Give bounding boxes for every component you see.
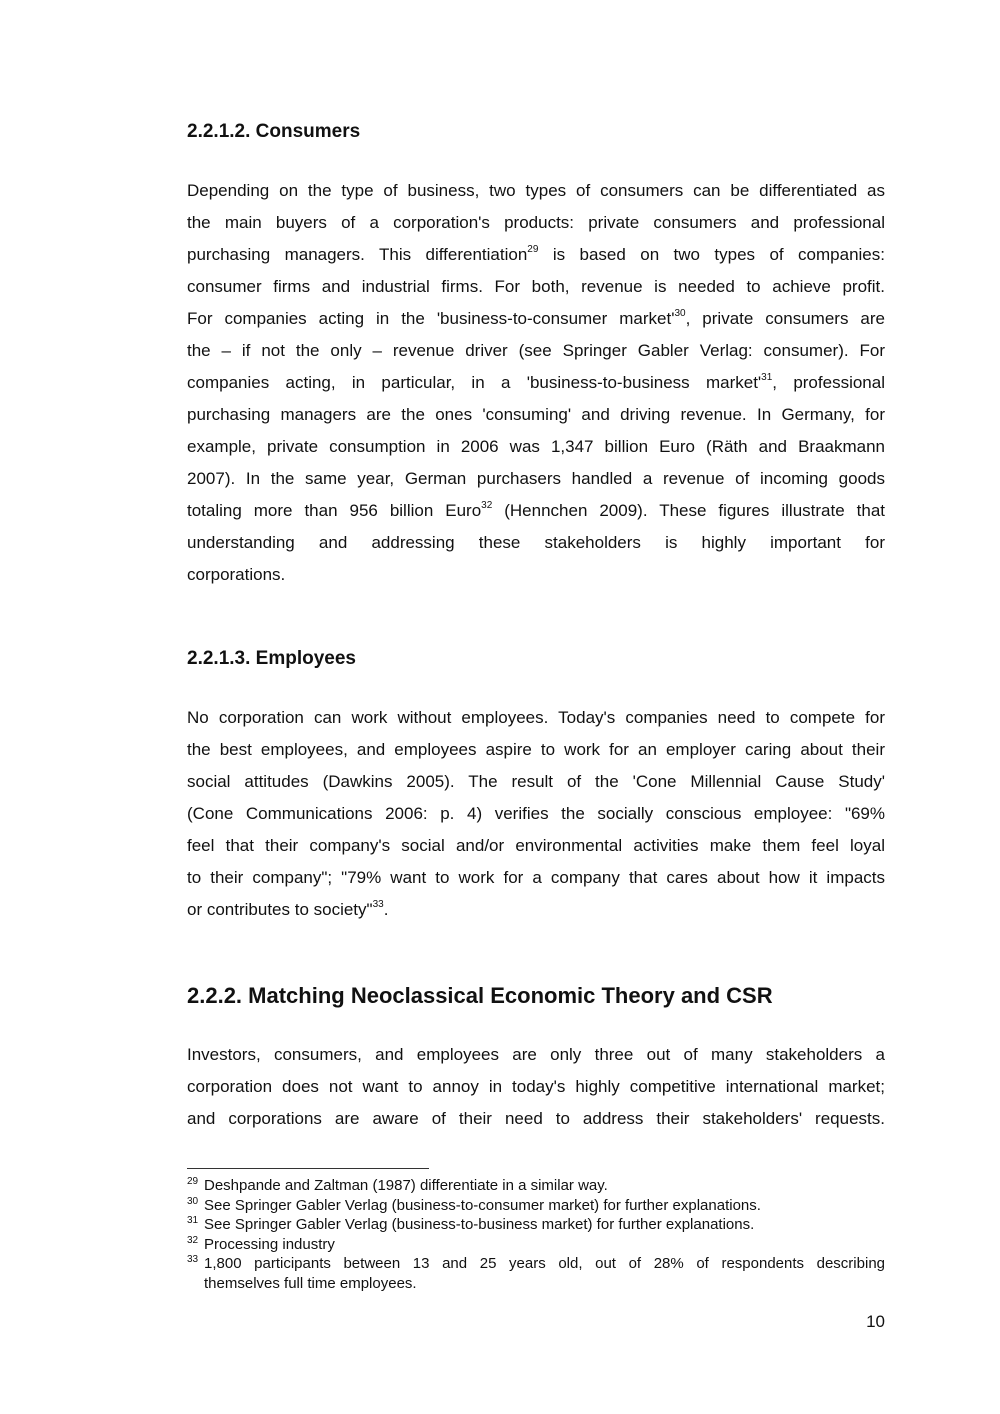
text-segment: , private consumers are xyxy=(685,309,885,328)
text-line: No corporation can work without employees. Today's companies need to compete for xyxy=(187,708,885,727)
text-line xyxy=(187,894,885,926)
text-line: understanding and addressing these stakeholders is highly important for xyxy=(187,533,885,552)
text-line: corporations. xyxy=(187,565,286,584)
text-segment: companies acting, in particular, in a 'business-to-business market' xyxy=(187,373,762,392)
text-line: the main buyers of a corporation's products: private consumers and professional xyxy=(187,213,885,232)
text-line xyxy=(187,303,885,335)
footnote-text: 1,800 participants between 13 and 25 years old, out of 28% of respondents describing xyxy=(204,1255,885,1272)
text-line xyxy=(187,367,885,399)
text-line: the – if not the only – revenue driver (see Springer Gabler Verlag: consumer). For xyxy=(187,341,885,360)
text-line: the best employees, and employees aspire to work for an employer caring about their xyxy=(187,740,885,759)
footnote-ref-30: 30 xyxy=(674,308,686,319)
footnote-separator xyxy=(187,1168,429,1169)
text-line: purchasing managers are the ones 'consuming' and driving revenue. In Germany, for xyxy=(187,405,885,424)
footnote-text-continued: themselves full time employees. xyxy=(204,1274,417,1292)
footnote-33 xyxy=(187,1254,885,1293)
paragraph-consumers xyxy=(187,175,885,591)
footnote-text: See Springer Gabler Verlag (business-to-consumer market) for further explanations. xyxy=(204,1196,761,1214)
footnote-ref-33: 33 xyxy=(372,899,384,910)
heading-consumers: 2.2.1.2. Consumers xyxy=(187,121,361,142)
text-line: to their company"; "79% want to work for a company that cares about how it impacts xyxy=(187,868,885,887)
footnote-ref-31: 31 xyxy=(761,372,773,383)
paragraph-employees xyxy=(187,702,885,926)
footnote-number: 32 xyxy=(187,1234,199,1246)
footnote-29 xyxy=(187,1176,885,1196)
footnote-30 xyxy=(187,1196,885,1216)
page-number: 10 xyxy=(866,1312,885,1331)
text-line: consumer firms and industrial firms. For both, revenue is needed to achieve profit. xyxy=(187,277,885,296)
text-line: Depending on the type of business, two types of consumers can be differentiated as xyxy=(187,181,885,200)
text-segment: purchasing managers. This differentiation xyxy=(187,245,528,264)
heading-matching: 2.2.2. Matching Neoclassical Economic Theory and CSR xyxy=(187,983,773,1008)
text-segment: (Hennchen 2009). These figures illustrate that xyxy=(492,501,885,520)
text-line: corporation does not want to annoy in today's highly competitive international market; xyxy=(187,1077,885,1096)
text-line: (Cone Communications 2006: p. 4) verifies the socially conscious employee: "69% xyxy=(187,804,885,823)
text-line: 2007). In the same year, German purchasers handled a revenue of incoming goods xyxy=(187,469,885,488)
text-line: example, private consumption in 2006 was 1,347 billion Euro (Räth and Braakmann xyxy=(187,437,885,456)
text-segment: , professional xyxy=(772,373,885,392)
text-line: social attitudes (Dawkins 2005). The result of the 'Cone Millennial Cause Study' xyxy=(187,772,885,791)
text-line xyxy=(187,495,885,527)
footnote-text: Deshpande and Zaltman (1987) differentiate in a similar way. xyxy=(204,1177,608,1194)
footnote-number: 33 xyxy=(187,1254,199,1265)
text-segment: or contributes to society" xyxy=(187,900,373,919)
text-segment: For companies acting in the 'business-to-consumer market' xyxy=(187,309,675,328)
text-line: Investors, consumers, and employees are only three out of many stakeholders a xyxy=(187,1045,885,1064)
text-line xyxy=(187,239,885,271)
footnote-ref-29: 29 xyxy=(527,244,539,255)
footnotes xyxy=(187,1176,885,1293)
footnote-31 xyxy=(187,1215,885,1235)
footnote-text: Processing industry xyxy=(204,1235,335,1253)
footnote-ref-32: 32 xyxy=(481,500,493,511)
footnote-text: See Springer Gabler Verlag (business-to-business market) for further explanations. xyxy=(204,1216,755,1233)
text-segment: . xyxy=(383,900,389,919)
footnote-number: 29 xyxy=(187,1176,199,1187)
text-segment: is based on two types of companies: xyxy=(552,245,885,264)
text-line: feel that their company's social and/or environmental activities make them feel loyal xyxy=(187,836,885,855)
paragraph-matching xyxy=(187,1039,885,1135)
text-segment: totaling more than 956 billion Euro xyxy=(187,501,482,520)
footnote-number: 30 xyxy=(187,1195,199,1207)
heading-employees: 2.2.1.3. Employees xyxy=(187,648,356,669)
footnote-32 xyxy=(187,1235,885,1255)
footnote-number: 31 xyxy=(187,1215,199,1226)
text-line: and corporations are aware of their need to address their stakeholders' requests. xyxy=(187,1109,885,1128)
